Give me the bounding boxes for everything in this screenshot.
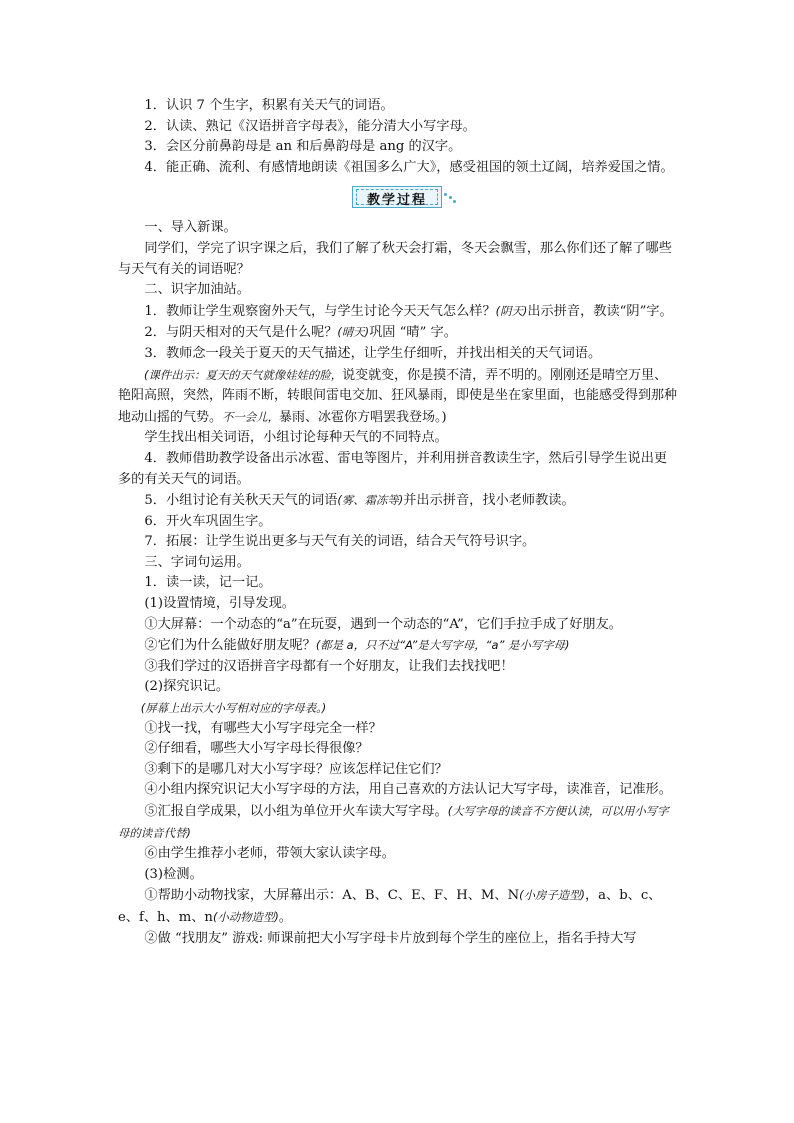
step-2-3: 3．教师念一段关于夏天的天气描述，让学生仔细听，并找出相关的天气词语。 bbox=[144, 345, 602, 361]
note-capital-reading: (大写字母的读音不方便认读，可以用小写字母的读音代替) bbox=[118, 804, 669, 840]
objective-4: 4．能正确、流利、有感情地朗读《祖国多么广大》，感受祖国的领土辽阔，培养爱国之情。 bbox=[144, 159, 674, 175]
step-2-4: 4．教师借助教学设备出示冰雹、雷电等图片，并利用拼音教读生字，然后引导学生说出更多的有关天气的词语。 bbox=[118, 450, 668, 487]
item-d3: ③剩下的是哪几对大小写字母？应该怎样记住它们？ bbox=[144, 761, 448, 777]
step-2-6: 6．开火车巩固生字。 bbox=[144, 513, 272, 529]
section-banner bbox=[118, 178, 678, 218]
item-d4: ④小组内探究识记大小写字母的方法，用自己喜欢的方法认记大写字母，读准音，记准形。 bbox=[144, 782, 672, 798]
objective-3: 3．会区分前鼻韵母是 an 和后鼻韵母是 ang 的汉字。 bbox=[144, 139, 462, 155]
step-3-1-3: (3)检测。 bbox=[144, 866, 203, 882]
item-c3: ③我们学过的汉语拼音字母都有一个好朋友，让我们去找找吧！ bbox=[144, 658, 514, 674]
step-3-1-1: (1)设置情境，引导发现。 bbox=[144, 596, 295, 612]
objective-1: 1．认识 7 个生字，积累有关天气的词语。 bbox=[144, 98, 394, 113]
step-2-7: 7．拓展：让学生说出更多与天气有关的词语，结合天气符号识字。 bbox=[144, 534, 536, 550]
heading-intro: 一、导入新课。 bbox=[144, 220, 237, 236]
note-letters: (都是 a，只不过“A”是大写字母，“a” 是小写字母) bbox=[315, 638, 570, 653]
item-e2: ②做 “找朋友” 游戏: 师课前把大小写字母卡片放到每个学生的座位上，指名手持大写 bbox=[144, 930, 637, 946]
item-d2: ②仔细看，哪些大小写字母长得很像？ bbox=[144, 741, 369, 757]
note-screen: (屏幕上出示大小写相对应的字母表。) bbox=[140, 701, 327, 716]
item-d6: ⑥由学生推荐小老师，带领大家认读字母。 bbox=[144, 846, 395, 862]
item-e1: ①帮助小动物找家，大屏幕出示：A、B、C、E、F、H、M、N(小房子造型)，a、b、c、e、f、h、m、n(小动物造型)。 bbox=[118, 888, 662, 925]
document-page bbox=[118, 96, 678, 949]
heading-usage: 三、字词句运用。 bbox=[144, 554, 250, 570]
step-2-2: 2．与阴天相对的天气是什么呢？(晴天)巩固 “晴” 字。 bbox=[144, 325, 457, 341]
step-2-3-group: 学生找出相关词语，小组讨论每种天气的不同特点。 bbox=[144, 430, 448, 446]
step-3-1: 1．读一读，记一记。 bbox=[144, 575, 272, 591]
step-3-1-2: (2)探究识记。 bbox=[144, 679, 230, 695]
intro-paragraph: 同学们，学完了识字课之后，我们了解了秋天会打霜，冬天会飘雪，那么你们还了解了哪些与天气有关的词语呢？ bbox=[118, 240, 672, 277]
section-banner-box bbox=[352, 186, 442, 208]
step-2-1: 1．教师让学生观察窗外天气，与学生讨论今天天气怎么样？(阴天)出示拼音，教读“阴”字。 bbox=[144, 303, 673, 319]
banner-dots-decoration bbox=[442, 190, 456, 204]
heading-literacy: 二、识字加油站。 bbox=[144, 282, 250, 298]
item-c2: ②它们为什么能做好朋友呢？(都是 a，只不过“A”是大写字母，“a” 是小写字母) bbox=[144, 638, 570, 654]
courseware-note: (课件出示：夏天的天气就像娃娃的脸，说变就变，你是摸不清，弄不明的。刚刚还是晴空万里、艳阳高照，突然，阵雨不断，转眼间雷电交加、狂风暴雨，即使是坐在家里面，也能感受得到那种地动山摇的气势。不一会儿，暴雨、冰雹你方唱罢我登场。) bbox=[118, 367, 678, 425]
note-fog: (雾、霜冻等) bbox=[337, 493, 404, 508]
item-d1: ①找一找，有哪些大小写字母完全一样？ bbox=[144, 720, 382, 736]
section-banner-title: 教学过程 bbox=[366, 193, 427, 209]
step-2-5: 5．小组讨论有关秋天天气的词语(雾、霜冻等)并出示拼音，找小老师教读。 bbox=[144, 493, 575, 509]
note-sunny: (晴天) bbox=[337, 325, 370, 340]
item-c1: ①大屏幕：一个动态的“a”在玩耍，遇到一个动态的“A”，它们手拉手成了好朋友。 bbox=[144, 616, 622, 632]
item-d5: ⑤汇报自学成果，以小组为单位开火车读大写字母。(大写字母的读音不方便认读，可以用小写字母的读音代替) bbox=[118, 804, 669, 840]
objective-2: 2．认读、熟记《汉语拼音字母表》，能分清大小写字母。 bbox=[144, 118, 476, 134]
note-cloudy: (阴天) bbox=[495, 303, 528, 318]
